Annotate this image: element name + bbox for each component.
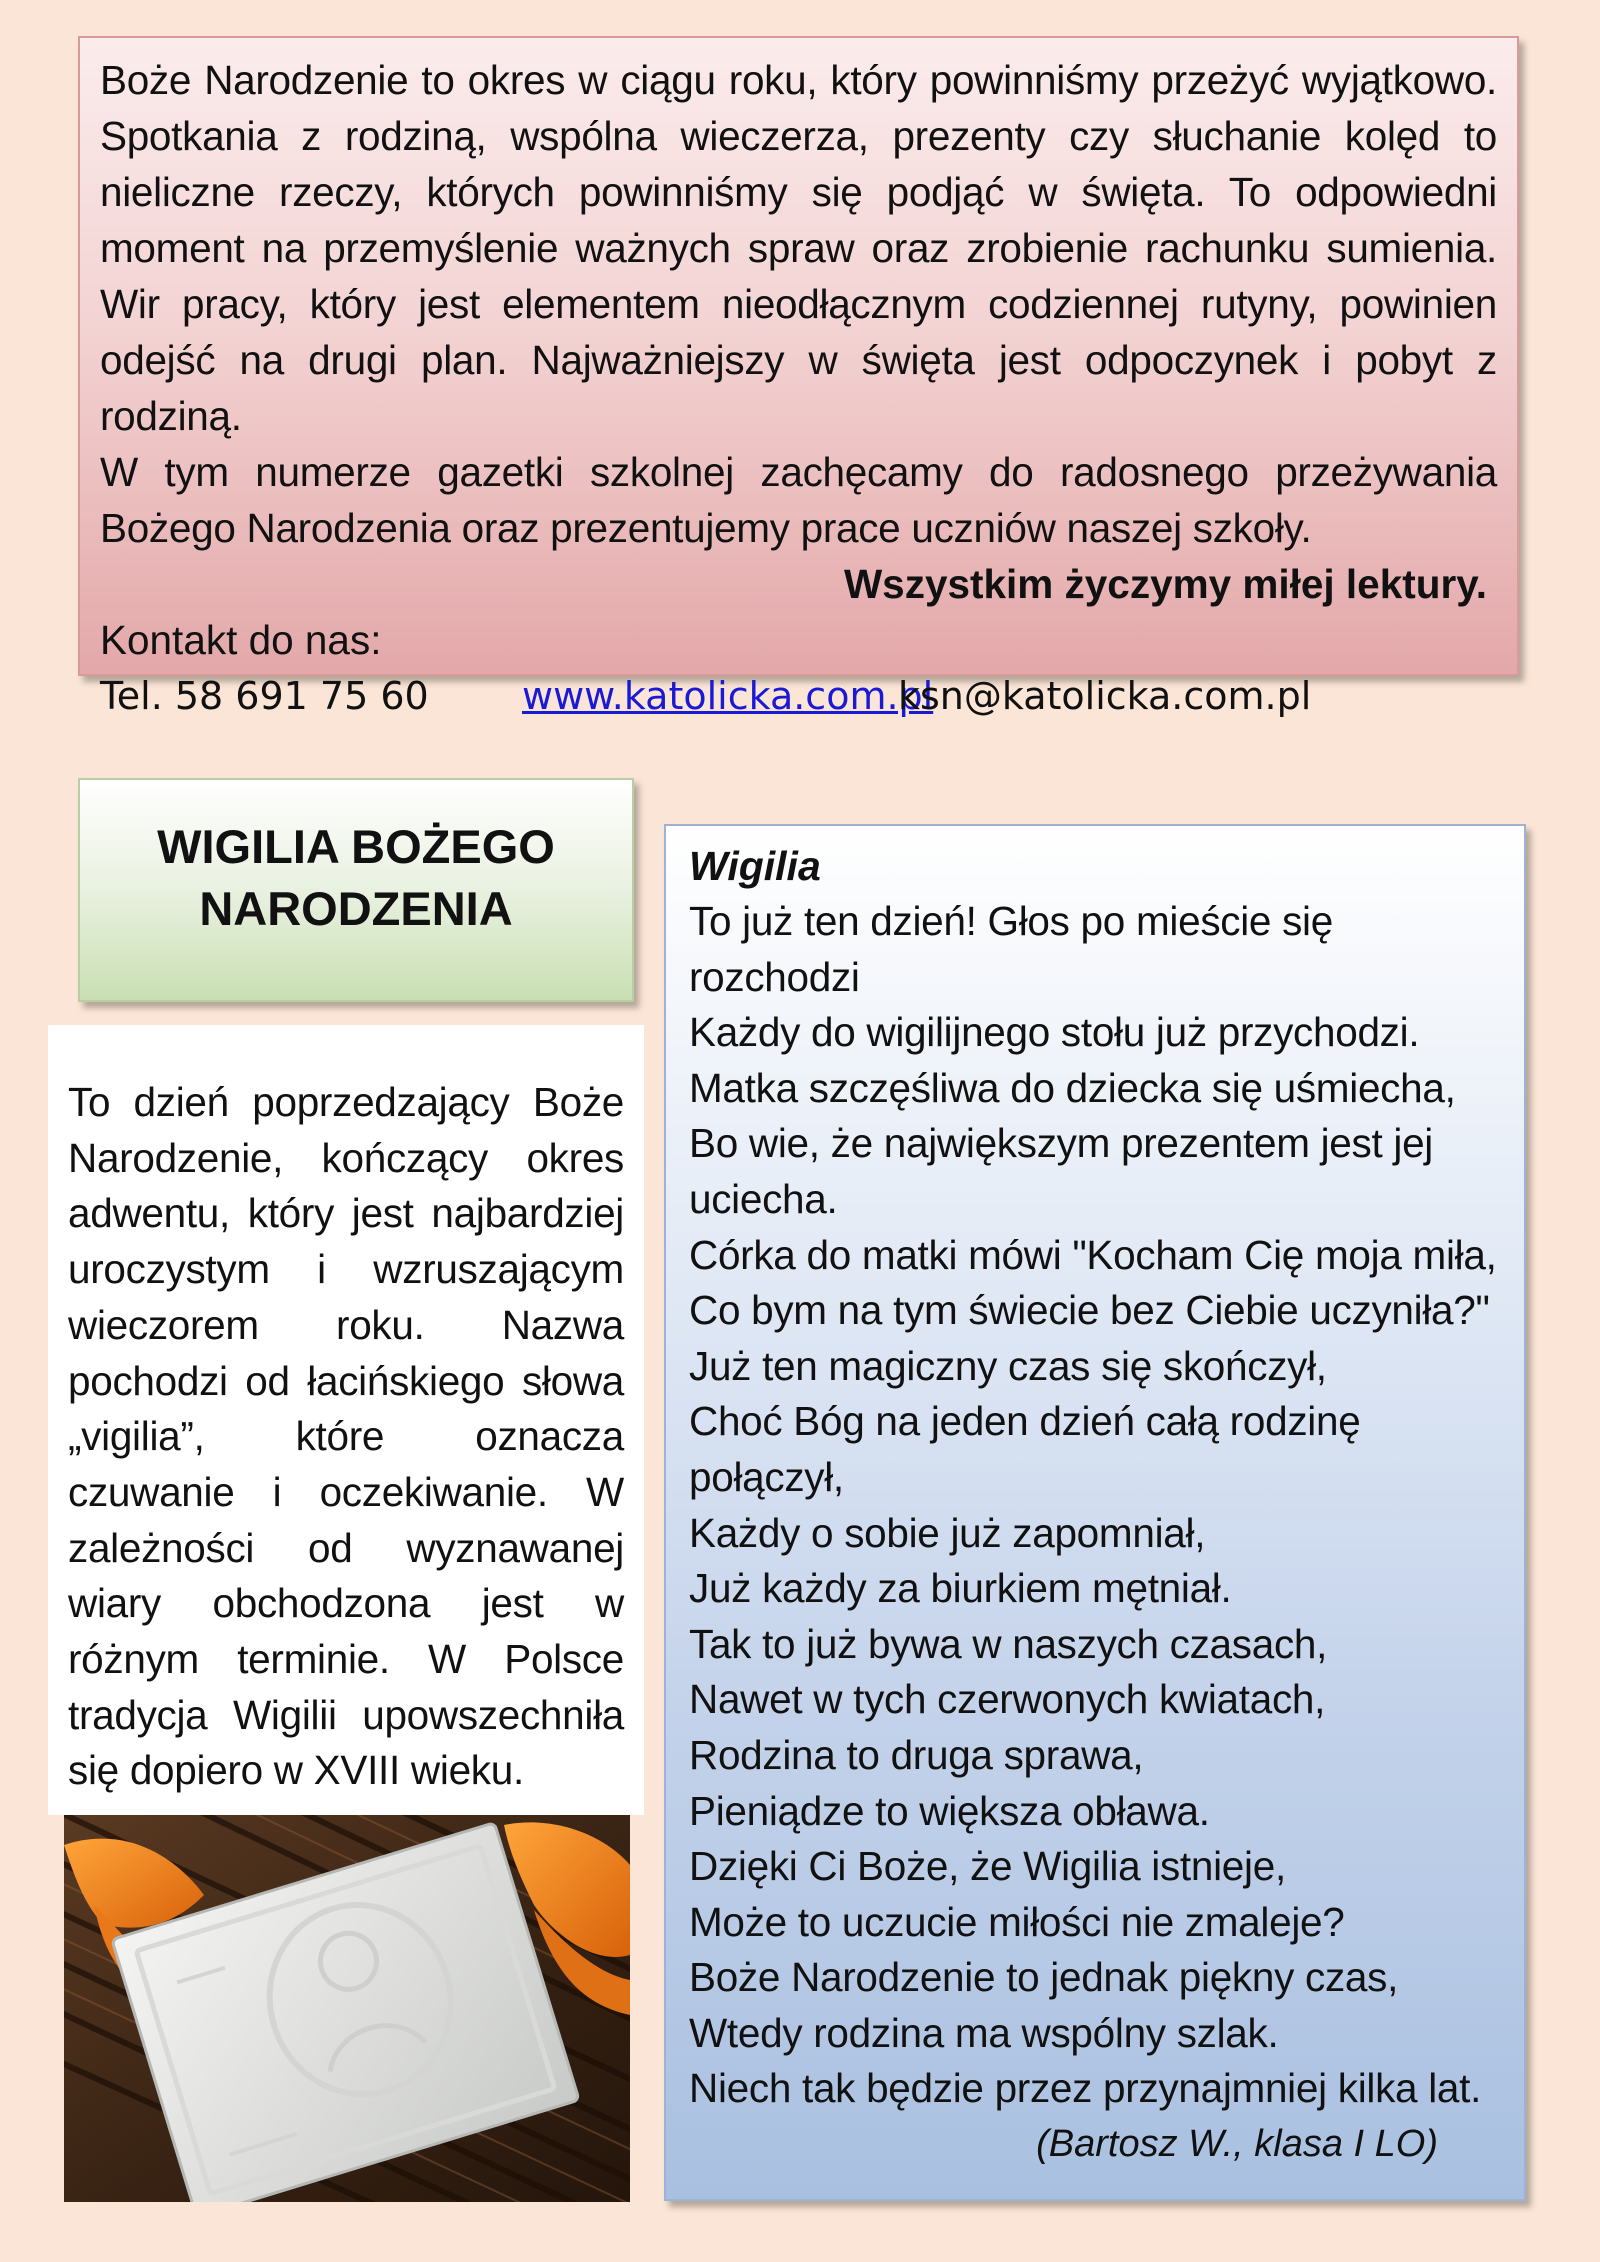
article-title-line: WIGILIA BOŻEGO	[157, 820, 555, 873]
intro-line: Boże Narodzenie to okres w ciągu roku, który powinniśmy przeżyć wyjątkowo.	[100, 57, 1497, 103]
intro-line: moment na przemyślenie ważnych spraw oraz zrobienie rachunku sumienia.	[100, 225, 1497, 271]
intro-line: Bożego Narodzenia oraz prezentujemy prace uczniów naszej szkoły.	[100, 505, 1312, 551]
intro-line: W tym numerze gazetki szkolnej zachęcamy do radosnego przeżywania	[100, 449, 1497, 495]
oplatek-photo	[64, 1815, 630, 2202]
poem-line: Dzięki Ci Boże, że Wigilia istnieje,	[689, 1843, 1286, 1890]
poem-lines	[689, 894, 1504, 2117]
poem-line: Bo wie, że największym prezentem jest jej	[689, 1120, 1433, 1167]
poem-line: To już ten dzień! Głos po mieście się	[689, 898, 1333, 944]
poem-line: Każdy o sobie już zapomniał,	[689, 1509, 1206, 1556]
poem-line: połączył,	[689, 1453, 844, 1500]
contact-label: Kontakt do nas:	[100, 617, 382, 663]
intro-box	[78, 36, 1519, 718]
phone-number: Tel. 58 691 75 60	[100, 674, 429, 718]
poem-line: Córka do matki mówi "Kocham Cię moja miła,	[689, 1231, 1497, 1278]
intro-paragraph	[100, 52, 1497, 556]
article-title-box	[78, 778, 634, 1002]
intro-greeting: Wszystkim życzymy miłej lektury.	[843, 561, 1487, 607]
article-title-line: NARODZENIA	[199, 882, 513, 935]
poem-line: Pieniądze to większa obława.	[689, 1787, 1210, 1834]
poem-line: Niech tak będzie przez przynajmniej kilka lat.	[689, 2065, 1482, 2112]
poem-line: Matka szczęśliwa do dziecka się uśmiecha,	[689, 1064, 1456, 1111]
intro-line: nieliczne rzeczy, których powinniśmy się podjąć w święta. To odpowiedni	[100, 169, 1497, 215]
contact-row	[100, 668, 1497, 724]
poem-box	[664, 824, 1526, 2201]
poem-line: Nawet w tych czerwonych kwiatach,	[689, 1676, 1326, 1723]
intro-line: Wir pracy, który jest elementem nieodłącznym codziennej rutyny, powinien	[100, 281, 1497, 327]
poem-line: Tak to już bywa w naszych czasach,	[689, 1620, 1328, 1667]
poem-line: Każdy do wigilijnego stołu już przychodzi.	[689, 1009, 1420, 1056]
poem-line: Rodzina to druga sprawa,	[689, 1731, 1144, 1778]
poem-title: Wigilia	[689, 843, 821, 889]
poem-line: uciecha.	[689, 1175, 838, 1222]
article-description-box	[48, 1025, 644, 1815]
poem-line: Wtedy rodzina ma wspólny szlak.	[689, 2009, 1279, 2056]
poem-line: Choć Bóg na jeden dzień całą rodzinę	[689, 1398, 1361, 1445]
article-title	[157, 816, 555, 964]
email-address: ksn@katolicka.com.pl	[898, 674, 1312, 718]
poem-line: Może to uczucie miłości nie zmaleje?	[689, 1898, 1345, 1945]
article-description: To dzień poprzedzający Boże Narodzenie, kończący okres adwentu, który jest najbardziej uroczystym i wzruszającym wieczorem roku. Nazwa pochodzi od łacińskiego słowa „vigilia”, które oznacza czuwanie i oczekiwanie. W zależności od wyznawanej wiary obchodzona jest w różnym terminie. W Polsce tradycja Wigilii upowszechniła się dopiero w XVIII wieku.	[68, 1079, 624, 1794]
poem-line: Już każdy za biurkiem mętniał.	[689, 1565, 1232, 1612]
poem-author: (Bartosz W., klasa I LO)	[1036, 2123, 1438, 2166]
website-link[interactable]: www.katolicka.com.pl	[522, 674, 934, 718]
poem-line: Boże Narodzenie to jednak piękny czas,	[689, 1954, 1399, 2001]
poem-line: Już ten magiczny czas się skończył,	[689, 1342, 1327, 1389]
poem-line: Co bym na tym świecie bez Ciebie uczyniła?"	[689, 1287, 1490, 1334]
intro-line: Spotkania z rodziną, wspólna wieczerza, prezenty czy słuchanie kolęd to	[100, 113, 1497, 159]
poem-line: rozchodzi	[689, 953, 860, 1000]
intro-line: odejść na drugi plan. Najważniejszy w święta jest odpoczynek i pobyt z rodziną.	[100, 337, 1497, 439]
